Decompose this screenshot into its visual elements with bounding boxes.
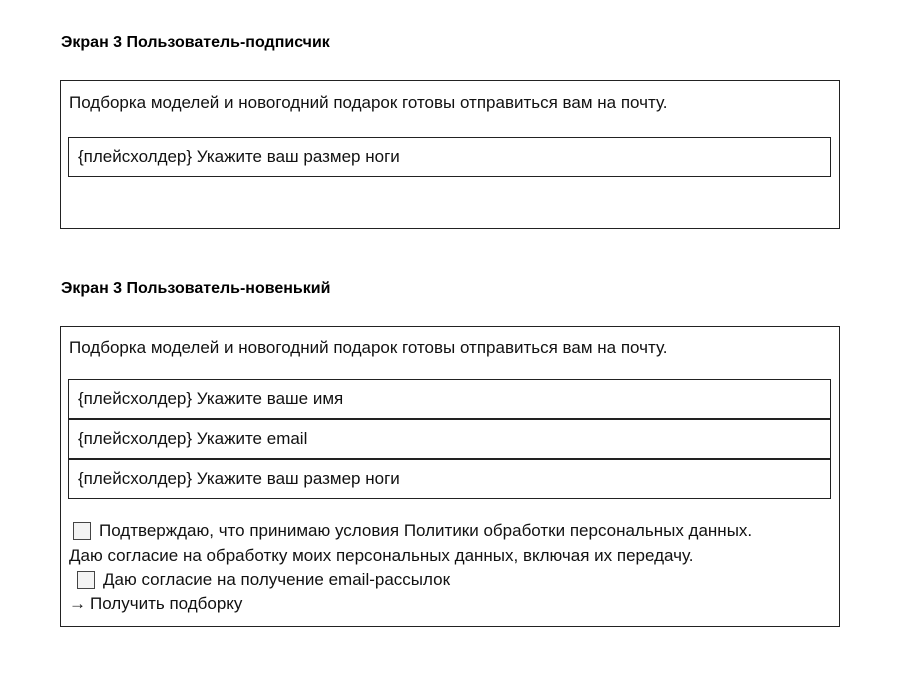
arrow-right-icon: →: [69, 594, 86, 613]
foot-size-input[interactable]: {плейсхолдер} Укажите ваш размер ноги: [68, 137, 831, 177]
email-consent-label: Даю согласие на получение email-рассылок: [103, 570, 451, 589]
email-consent-row: [77, 570, 450, 590]
subscriber-screen-heading: Экран 3 Пользователь-подписчик: [61, 34, 330, 51]
get-selection-link[interactable]: [69, 594, 242, 614]
subscriber-intro-text: Подборка моделей и новогодний подарок готовы отправиться вам на почту.: [69, 93, 668, 112]
data-transfer-consent-text: Даю согласие на обработку моих персональных данных, включая их передачу.: [69, 546, 694, 565]
name-input[interactable]: {плейсхолдер} Укажите ваше имя: [68, 379, 831, 419]
newcomer-intro-text: Подборка моделей и новогодний подарок готовы отправиться вам на почту.: [69, 338, 668, 357]
privacy-consent-row: [73, 521, 752, 541]
privacy-consent-label: Подтверждаю, что принимаю условия Политики обработки персональных данных.: [99, 521, 753, 540]
email-input[interactable]: {плейсхолдер} Укажите email: [68, 419, 831, 459]
newcomer-screen-heading: Экран 3 Пользователь-новенький: [61, 280, 331, 297]
foot-size-input[interactable]: {плейсхолдер} Укажите ваш размер ноги: [68, 459, 831, 499]
privacy-consent-checkbox[interactable]: [73, 522, 91, 540]
get-selection-label: Получить подборку: [90, 594, 243, 613]
subscriber-form-panel: [60, 80, 840, 229]
email-consent-checkbox[interactable]: [77, 571, 95, 589]
newcomer-form-panel: [60, 326, 840, 627]
